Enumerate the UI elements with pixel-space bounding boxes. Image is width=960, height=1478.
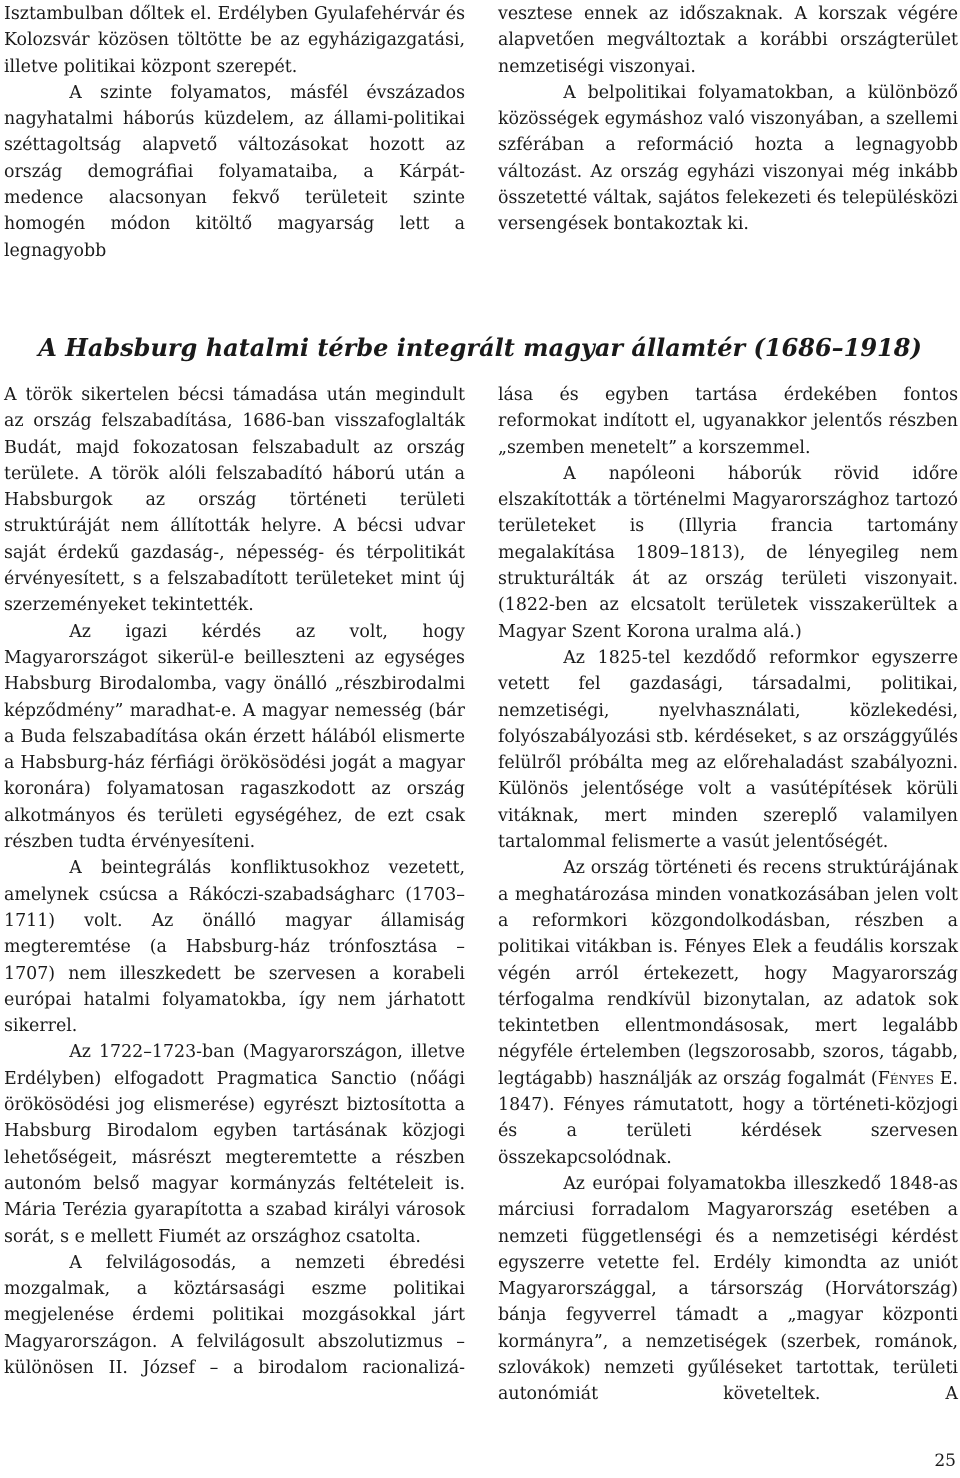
paragraph: lása és egyben tartása érdekében fontos reformokat indított el, ugyanakkor jelentős részben „szemben menetelt” a korszemmel. xyxy=(498,385,958,458)
paragraph: Az 1722–1723-ban (Magyarországon, illetve Erdélyben) elfogadott Pragmatica Sanctio (nőági örökösödési jog elismerése) egyrészt biztosította a Habsburg Birodalom egyben tartásának közjogi lehetőségeit, másrészt megteremtette a részben autonóm belső magyar kormányzás feltételeit is. Mária Terézia gyarapította a szabad királyi városok sorát, s e mellett Fiumét az országhoz csatolta. xyxy=(4,1042,465,1247)
page-number: 25 xyxy=(934,1451,956,1471)
paragraph: vesztese ennek az időszaknak. A korszak végére alapvetően megváltoztak a korábbi országterület nemzetiségi viszonyai. xyxy=(498,4,958,77)
bottom-right-column xyxy=(498,382,958,1408)
citation-author: Fényes xyxy=(877,1068,934,1089)
top-right-column xyxy=(498,1,958,238)
bottom-left-column xyxy=(4,382,465,1381)
paragraph-text: E. 1847). Fényes rámutatott, hogy a történeti-közjogi és a területi kérdések szervesen összekapcsolódnak. xyxy=(498,1068,958,1168)
paragraph: Az 1825-tel kezdődő reformkor egyszerre vetett fel gazdasági, társadalmi, politikai, nemzetiségi, nyelvhasználati, közlekedési, folyószabályozási stb. kérdéseket, s az országgyűlés felülről próbálta meg az előrehaladást szabályozni. Különös jelentősége volt a vasútépítések körüli vitáknak, mert minden szereplő valamilyen tartalommal felismerte a vasút jelentőségét. xyxy=(498,647,958,853)
paragraph: Az igazi kérdés az volt, hogy Magyarországot sikerül-e beilleszteni az egységes Habsburg Birodalomba, vagy önálló „részbirodalmi képződmény” maradhat-e. A magyar nemesség (bár a Buda felszabadítása okán érzett hálából elismerte a Habsburg-ház férfiági örökösödési jogát a magyar koronára) folyamatosan ragaszkodott az ország alkotmányos és területi egységéhez, de ezt csak részben tudta érvényesíteni. xyxy=(4,621,465,853)
paragraph: Az európai folyamatokba illeszkedő 1848-as márciusi forradalom Magyarország esetében a nemzeti függetlenségi és a nemzetiségi kérdést egyszerre vetette fel. Erdély kimondta az uniót Magyarországgal, a társország (Horvátország) bánja fegyverrel támadt a „magyar központi kormányra”, a nemzetiségek (szerbek, románok, szlovákok) nemzeti gyűléseket tartottak, területi autonómiát követeltek. A xyxy=(498,1173,958,1405)
paragraph xyxy=(498,855,958,1171)
paragraph: Isztambulban dőltek el. Erdélyben Gyulafehérvár és Kolozsvár közösen töltötte be az egyházigazgatási, illetve politikai központ szerepét. xyxy=(4,4,465,77)
paragraph: A napóleoni háborúk rövid időre elszakították a történelmi Magyarországhoz tartozó területeket is (Illyria francia tartomány megalakítása 1809–1813), de lényegileg nem strukturálták át az ország területi viszonyait. (1822-ben az elcsatolt területek visszakerültek a Magyar Szent Korona uralma alá.) xyxy=(498,463,958,642)
paragraph-text: Az ország történeti és recens struktúrájának a meghatározása minden vonatkozásában jelen volt a reformkori közgondolkodásban, részben a politikai vitákban is. Fényes Elek a feudális korszak végén arról értekezett, hogy Magyarország térfogalma rendkívül bizonytalan, az adatok sok tekintetben ellentmondásosak, mert legalább négyféle értelemben (legszorosabb, szoros, tágabb, legtágabb) használják az ország fogalmát ( xyxy=(498,858,958,1089)
paragraph: A beintegrálás konfliktusokhoz vezetett, amelynek csúcsa a Rákóczi-szabadságharc (1703–1711) volt. Az önálló magyar államiság megteremtése (a Habsburg-ház trónfosztása – 1707) nem illeszkedett be szervesen a korabeli európai hatalmi folyamatokba, így nem járhatott sikerrel. xyxy=(4,858,465,1037)
paragraph: A török sikertelen bécsi támadása után megindult az ország felszabadítása, 1686-ban visszafoglalták Budát, majd fokozatosan felszabadult az ország területe. A török alóli felszabadító háború után a Habsburgok az ország történeti területi struktúráját nem állították helyre. A bécsi udvar saját érdekű gazdaság-, népesség- és térpolitikát érvényesített, s a felszabadított területeket mint új szerzeményeket tekintették. xyxy=(4,385,465,616)
paragraph: A szinte folyamatos, másfél évszázados nagyhatalmi háborús küzdelem, az állami-politikai széttagoltság alapvető változásokat hozott az ország demográfiai folyamataiba, a Kárpát-medence alacsonyan fekvő területeit szinte homogén módon kitöltő magyarság lett a legnagyobb xyxy=(4,82,465,261)
section-heading: A Habsburg hatalmi térbe integrált magyar államtér (1686–1918) xyxy=(38,332,922,362)
paragraph: A belpolitikai folyamatokban, a különböző közösségek egymáshoz való viszonyában, a szellemi szférában a reformáció hozta a legnagyobb változást. Az ország egyházi viszonyai még inkább összetetté váltak, sajátos felekezeti és településközi versengések bontakoztak ki. xyxy=(498,82,958,235)
paragraph: A felvilágosodás, a nemzeti ébredési mozgalmak, a köztársasági eszme politikai megjelenése érdemi politikai mozgásokkal járt Magyarországon. A felvilágosult abszolutizmus – különösen II. József – a birodalom racionalizá- xyxy=(4,1252,465,1378)
top-left-column xyxy=(4,1,465,264)
